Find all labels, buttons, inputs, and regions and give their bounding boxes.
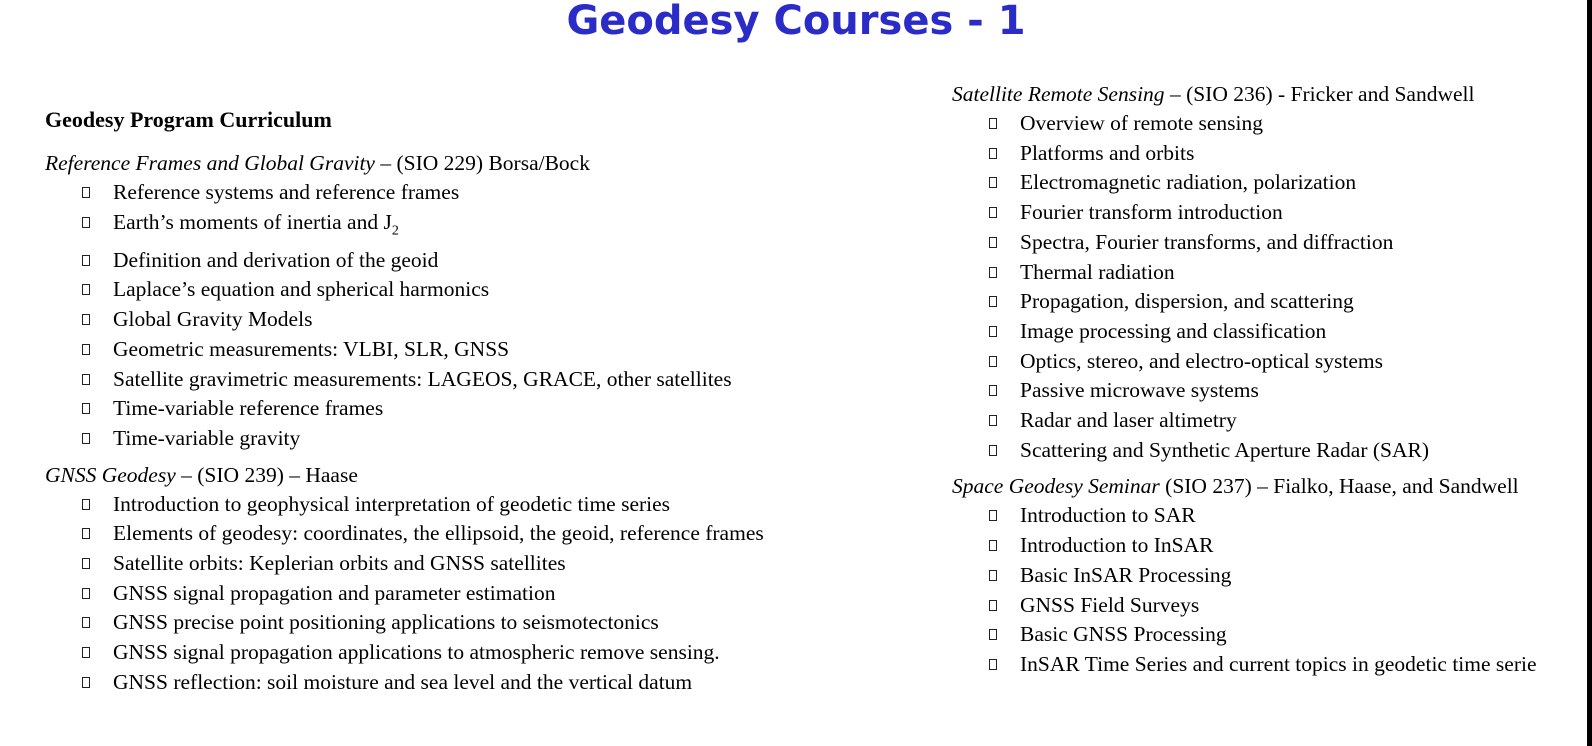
list-item: Definition and derivation of the geoid (45, 246, 925, 276)
checkbox-bullet-icon (82, 647, 90, 658)
list-item: GNSS signal propagation applications to atmospheric remove sensing. (45, 638, 925, 668)
checkbox-bullet-icon (82, 433, 90, 444)
list-item: Radar and laser altimetry (952, 406, 1592, 436)
checkbox-bullet-icon (82, 588, 90, 599)
page-title: Geodesy Courses - 1 (566, 0, 1026, 44)
list-item: GNSS reflection: soil moisture and sea level and the vertical datum (45, 668, 925, 698)
checkbox-bullet-icon (989, 659, 997, 670)
checkbox-bullet-icon (989, 177, 997, 188)
list-item: Introduction to geophysical interpretation of geodetic time series (45, 490, 925, 520)
list-item: GNSS signal propagation and parameter estimation (45, 579, 925, 609)
list-item: Satellite orbits: Keplerian orbits and GNSS satellites (45, 549, 925, 579)
checkbox-bullet-icon (82, 344, 90, 355)
checkbox-bullet-icon (989, 629, 997, 640)
checkbox-bullet-icon (989, 207, 997, 218)
list-item: Scattering and Synthetic Aperture Radar (SAR) (952, 436, 1592, 466)
topic-list (952, 109, 1592, 465)
course-meta: – (SIO 229) Borsa/Bock (374, 151, 590, 175)
checkbox-bullet-icon (989, 570, 997, 581)
list-item: Elements of geodesy: coordinates, the ellipsoid, the geoid, reference frames (45, 519, 925, 549)
topic-list (45, 178, 925, 454)
list-item: Time-variable reference frames (45, 394, 925, 424)
course-meta: – (SIO 239) – Haase (175, 462, 358, 487)
course-heading (45, 460, 925, 490)
list-item: Passive microwave systems (952, 376, 1592, 406)
list-item: Global Gravity Models (45, 305, 925, 335)
list-item: Propagation, dispersion, and scattering (952, 287, 1592, 317)
checkbox-bullet-icon (82, 217, 90, 228)
list-item: Introduction to SAR (952, 501, 1592, 531)
checkbox-bullet-icon (989, 326, 997, 337)
list-item: Time-variable gravity (45, 424, 925, 454)
list-item: Electromagnetic radiation, polarization (952, 168, 1592, 198)
checkbox-bullet-icon (989, 118, 997, 129)
checkbox-bullet-icon (82, 528, 90, 539)
left-column (45, 105, 925, 704)
list-item: Basic InSAR Processing (952, 561, 1592, 591)
checkbox-bullet-icon (82, 499, 90, 510)
list-item: Thermal radiation (952, 258, 1592, 288)
course-heading (45, 148, 925, 178)
checkbox-bullet-icon (82, 403, 90, 414)
course-name: Space Geodesy Seminar (952, 474, 1160, 499)
checkbox-bullet-icon (989, 237, 997, 248)
checkbox-bullet-icon (82, 374, 90, 385)
course-heading (952, 79, 1592, 109)
list-item: GNSS precise point positioning applications to seismotectonics (45, 608, 925, 638)
curriculum-heading: Geodesy Program Curriculum (45, 107, 332, 132)
course-meta: (SIO 237) – Fialko, Haase, and Sandwell (1159, 474, 1519, 499)
checkbox-bullet-icon (82, 617, 90, 628)
list-item: Platforms and orbits (952, 139, 1592, 169)
checkbox-bullet-icon (989, 385, 997, 396)
list-item: Image processing and classification (952, 317, 1592, 347)
list-item: Basic GNSS Processing (952, 620, 1592, 650)
list-item: Optics, stereo, and electro-optical systems (952, 347, 1592, 377)
topic-list (952, 501, 1592, 679)
list-item: Fourier transform introduction (952, 198, 1592, 228)
list-item: InSAR Time Series and current topics in geodetic time serie (952, 650, 1592, 680)
course-meta: – (SIO 236) - Fricker and Sandwell (1164, 82, 1475, 106)
checkbox-bullet-icon (989, 267, 997, 278)
checkbox-bullet-icon (989, 296, 997, 307)
course-name: Satellite Remote Sensing (952, 82, 1165, 106)
checkbox-bullet-icon (989, 540, 997, 551)
page-edge-divider (1587, 0, 1592, 746)
checkbox-bullet-icon (989, 600, 997, 611)
list-item: Geometric measurements: VLBI, SLR, GNSS (45, 335, 925, 365)
subscript: 2 (391, 223, 399, 238)
list-item: Laplace’s equation and spherical harmonics (45, 275, 925, 305)
checkbox-bullet-icon (82, 558, 90, 569)
course-name: Reference Frames and Global Gravity (45, 151, 375, 175)
list-item: Earth’s moments of inertia and $J_2$ (45, 208, 925, 246)
course-heading (952, 471, 1592, 501)
checkbox-bullet-icon (989, 415, 997, 426)
right-column (952, 79, 1592, 686)
checkbox-bullet-icon (82, 677, 90, 688)
checkbox-bullet-icon (989, 445, 997, 456)
list-item: Overview of remote sensing (952, 109, 1592, 139)
list-item: Introduction to InSAR (952, 531, 1592, 561)
checkbox-bullet-icon (989, 356, 997, 367)
course-name: GNSS Geodesy (45, 462, 176, 487)
checkbox-bullet-icon (82, 314, 90, 325)
checkbox-bullet-icon (82, 187, 90, 198)
list-item: Reference systems and reference frames (45, 178, 925, 208)
checkbox-bullet-icon (989, 148, 997, 159)
list-item: Satellite gravimetric measurements: LAGEOS, GRACE, other satellites (45, 365, 925, 395)
checkbox-bullet-icon (82, 255, 90, 266)
list-item: Spectra, Fourier transforms, and diffraction (952, 228, 1592, 258)
topic-list (45, 490, 925, 698)
checkbox-bullet-icon (82, 284, 90, 295)
list-item: GNSS Field Surveys (952, 591, 1592, 621)
checkbox-bullet-icon (989, 510, 997, 521)
